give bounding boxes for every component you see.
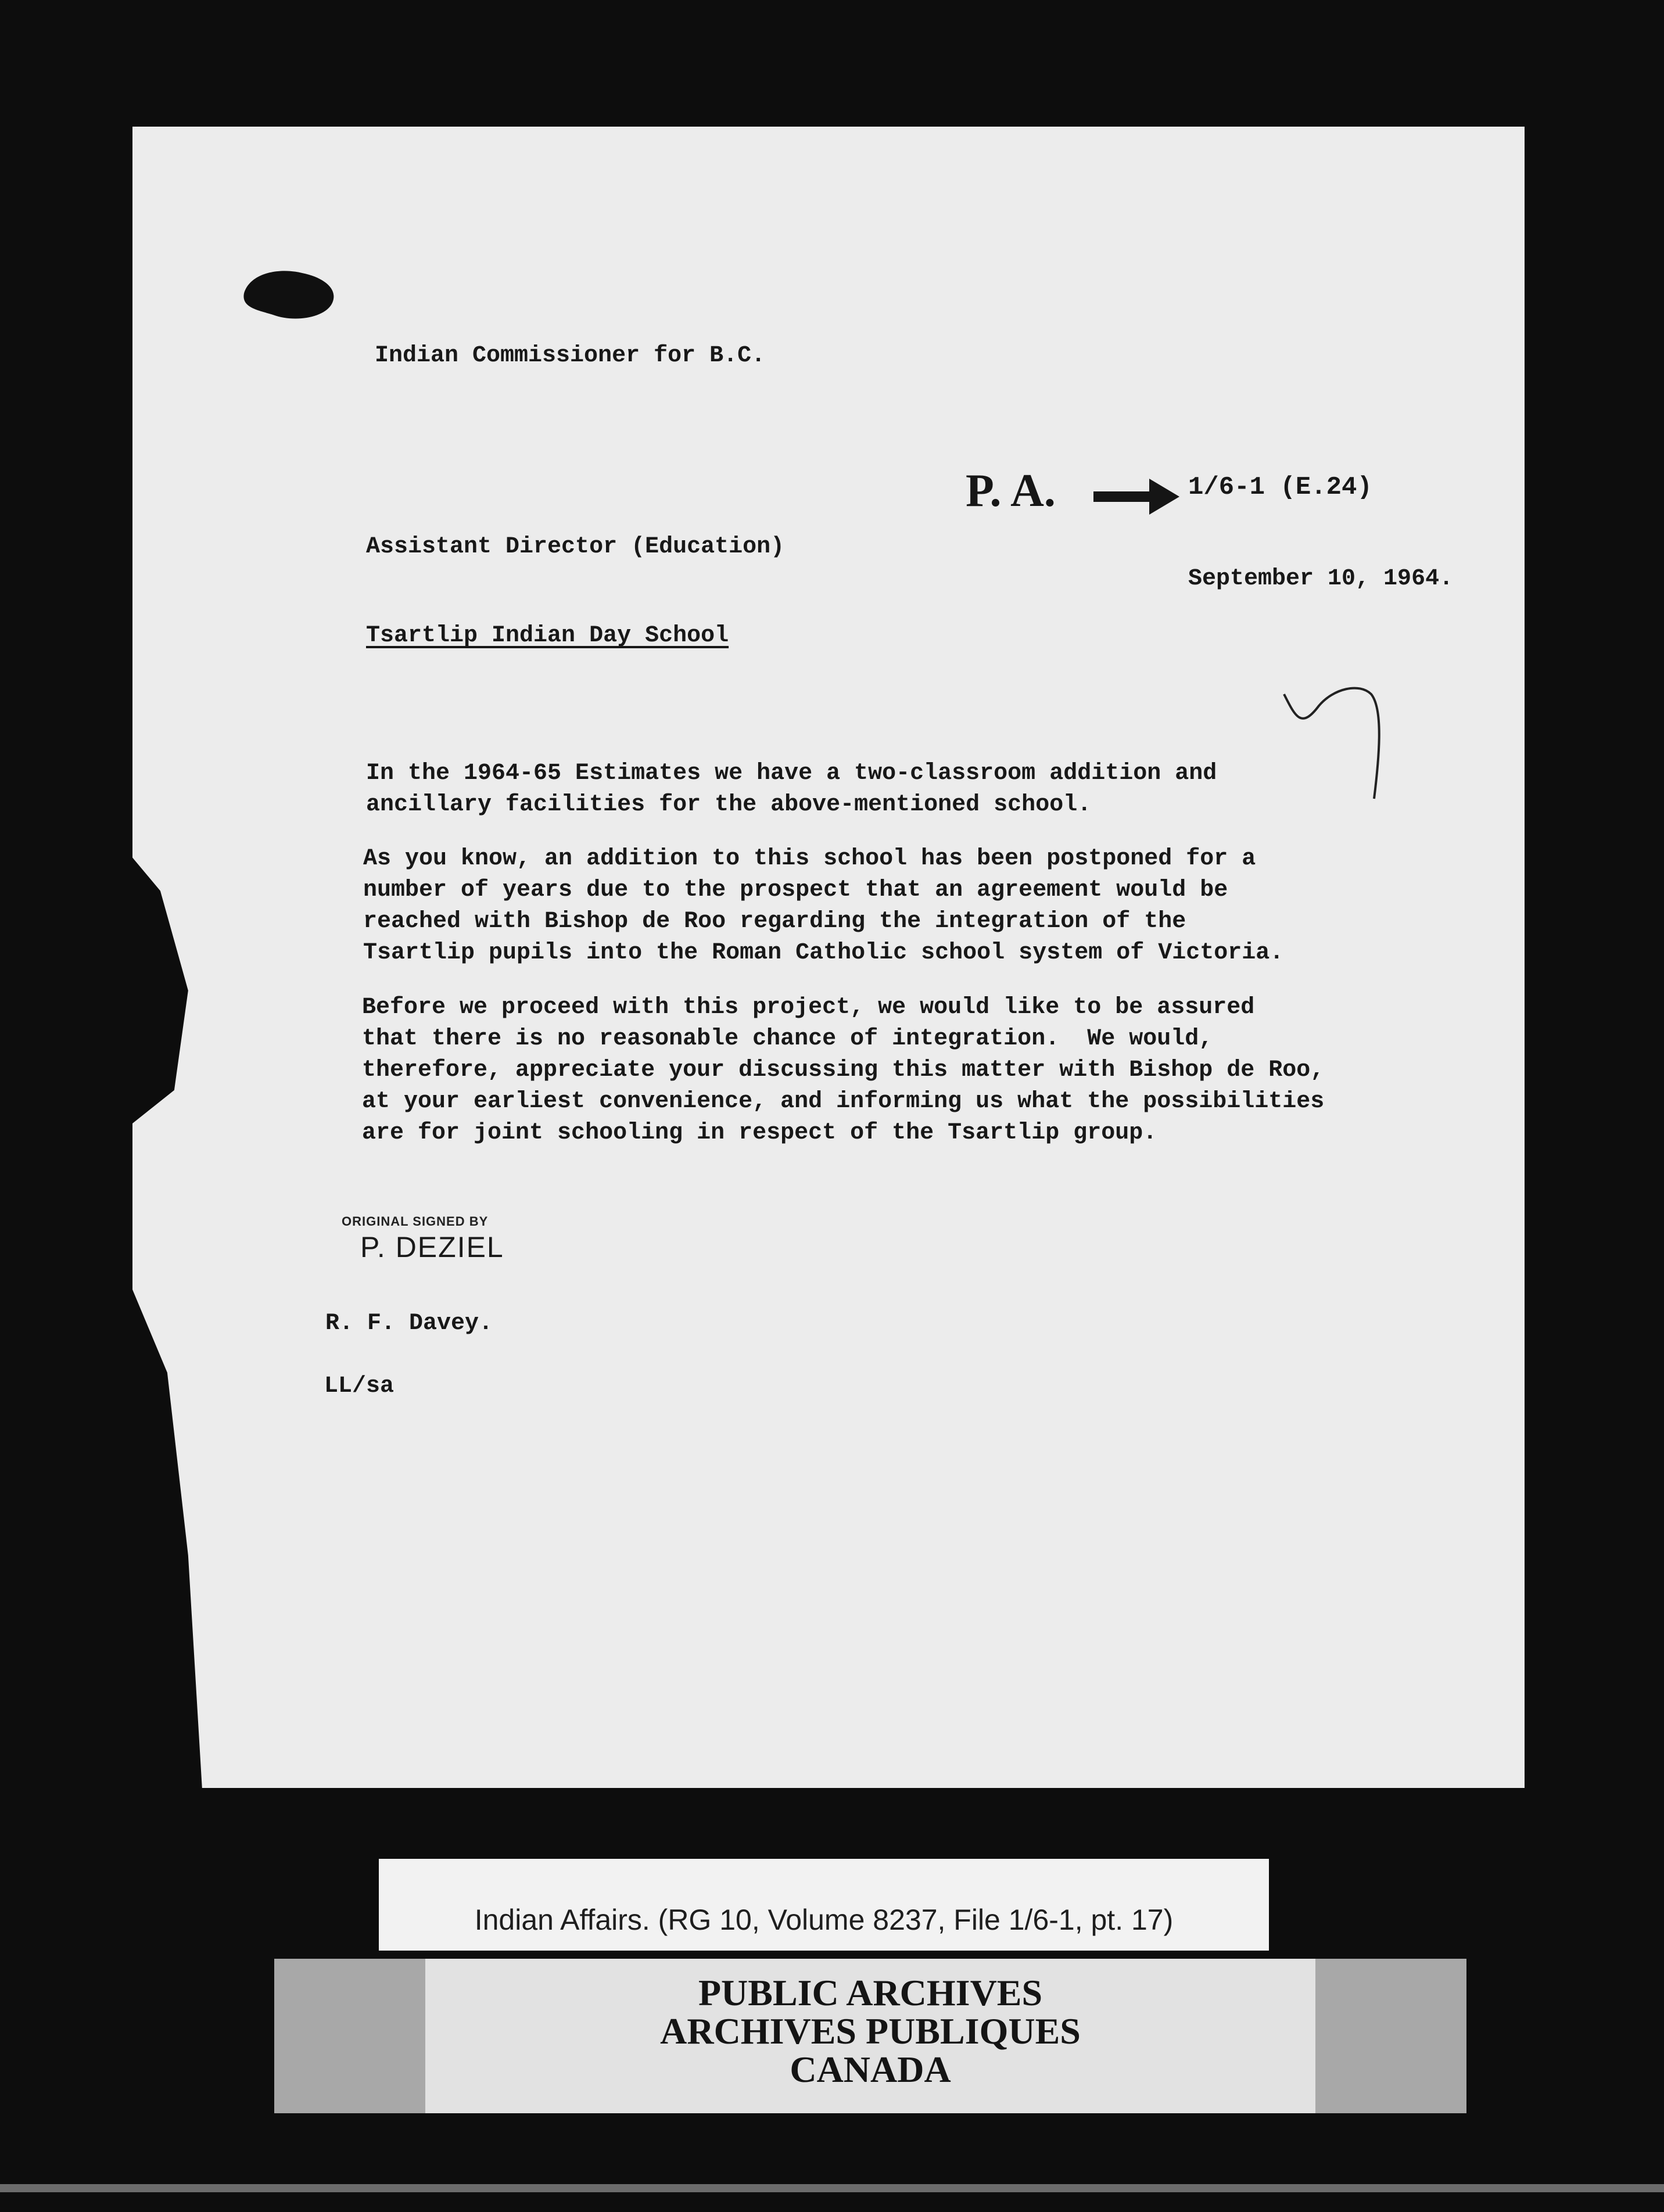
archive-line-3: CANADA <box>790 2049 951 2090</box>
archive-line-2: ARCHIVES PUBLIQUES <box>660 2010 1081 2052</box>
memo-subject: Tsartlip Indian Day School <box>366 623 729 649</box>
arrow-right-icon <box>1093 476 1181 517</box>
memo-signer: R. F. Davey. <box>325 1310 493 1337</box>
ink-blot <box>238 261 343 325</box>
handwritten-mark <box>1278 683 1394 810</box>
memo-date: September 10, 1964. <box>1188 566 1454 592</box>
memo-to: Indian Commissioner for B.C. <box>375 343 766 369</box>
memo-paragraph-1: In the 1964-65 Estimates we have a two-classroom addition and ancillary facilities for the above-mentioned school. <box>366 760 1217 818</box>
archive-line-1: PUBLIC ARCHIVES <box>698 1972 1043 2013</box>
signed-stamp-header: ORIGINAL SIGNED BY <box>342 1214 489 1229</box>
public-archives-label <box>274 1959 1466 2113</box>
memo-paragraph-2: As you know, an addition to this school has been postponed for a number of years due to the prospect that an agreement would be reached with Bishop de Roo regarding the integration of the Tsartlip pupils into the Roman Catholic school system of Victoria. <box>363 846 1284 966</box>
pa-stamp: P. A. <box>966 465 1056 516</box>
signed-stamp-name: P. DEZIEL <box>360 1231 504 1263</box>
memo-from: Assistant Director (Education) <box>366 534 785 560</box>
memo-initials: LL/sa <box>324 1373 395 1399</box>
file-reference: 1/6-1 (E.24) <box>1188 473 1372 502</box>
archive-reference-label <box>379 1859 1269 1951</box>
archive-reference: Indian Affairs. (RG 10, Volume 8237, File 1/6-1, pt. 17) <box>474 1904 1174 1936</box>
film-edge <box>0 2184 1664 2192</box>
memo-paragraph-3: Before we proceed with this project, we would like to be assured that there is no reasonable chance of integration. We would, therefore, appreciate your discussing this matter with Bishop de Roo, at your earliest convenience, and informing us what the possibilities are for joint schooling in respect of the Tsartlip group. <box>362 994 1325 1146</box>
